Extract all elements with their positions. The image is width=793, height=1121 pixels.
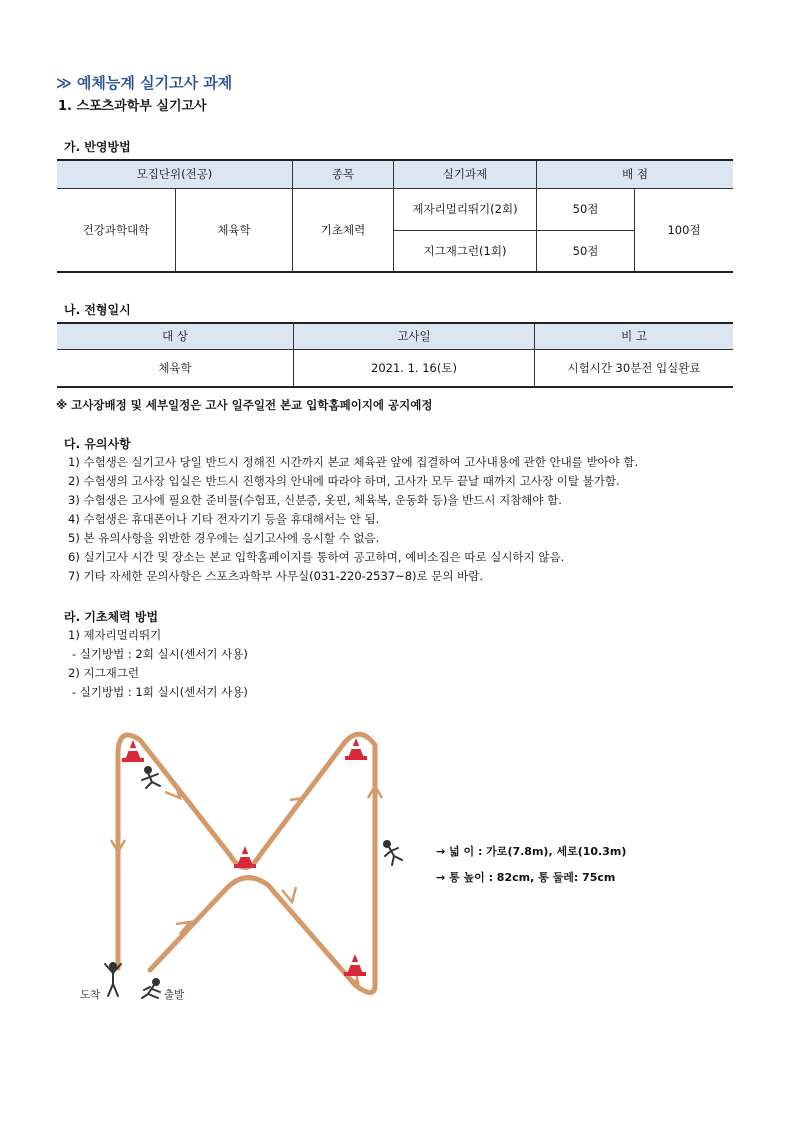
method-item: 1) 제자리멀리뛰기 bbox=[68, 628, 162, 642]
table-cell-college: 건강과학대학 bbox=[57, 188, 176, 272]
finishing-runner-icon bbox=[105, 963, 121, 996]
subsection-heading-b: 나. 전형일시 bbox=[64, 303, 131, 317]
runner-icon bbox=[384, 841, 402, 865]
finish-label: 도착 bbox=[80, 989, 101, 1001]
caution-item: 1) 수험생은 실기고사 당일 반드시 정해진 시간까지 본교 체육관 앞에 집결하여 고사내용에 관한 안내를 받아야 함. bbox=[68, 455, 639, 469]
subsection-heading-a: 가. 반영방법 bbox=[64, 140, 131, 154]
table-header: 배 점 bbox=[537, 160, 734, 188]
area-size-label: → 넓 이 : 가로(7.8m), 세로(10.3m) bbox=[436, 845, 627, 858]
direction-arrows bbox=[111, 784, 382, 983]
table-cell-score: 50점 bbox=[537, 230, 635, 272]
caution-item: 6) 실기고사 시간 및 장소는 본교 입학홈페이지를 통하여 공고하며, 예비소집은 따로 실시하지 않음. bbox=[68, 550, 565, 564]
table-header: 대 상 bbox=[57, 323, 294, 349]
table-header: 실기과제 bbox=[394, 160, 537, 188]
table-header: 종목 bbox=[293, 160, 394, 188]
table-cell-task: 지그재그런(1회) bbox=[394, 230, 537, 272]
subsection-heading-d: 라. 기초체력 방법 bbox=[64, 610, 159, 624]
caution-item: 2) 수험생의 고사장 입실은 반드시 진행자의 안내에 따라야 하며, 고사가 모두 끝날 때까지 고사장 이탈 불가함. bbox=[68, 474, 620, 488]
subsection-heading-c: 다. 유의사항 bbox=[64, 437, 131, 451]
table-cell-task: 제자리멀리뛰기(2회) bbox=[394, 188, 537, 230]
section-heading: 1. 스포츠과학부 실기고사 bbox=[58, 99, 207, 114]
page-title: ≫ 예체능계 실기고사 과제 bbox=[56, 74, 233, 92]
caution-item: 7) 기타 자세한 문의사항은 스포츠과학부 사무실(031-220-2537~8)로 문의 바람. bbox=[68, 569, 484, 583]
traffic-cone-icon bbox=[234, 846, 256, 868]
table-cell-remark: 시험시간 30분전 입실완료 bbox=[535, 349, 734, 387]
caution-item: 3) 수험생은 고사에 필요한 준비물(수험표, 신분증, 옷핀, 체육복, 운동화 등)을 반드시 지참해야 함. bbox=[68, 493, 562, 507]
table-cell-major: 체육학 bbox=[176, 188, 293, 272]
starting-runner-icon bbox=[142, 979, 160, 998]
method-item: - 실기방법 : 1회 실시(센서기 사용) bbox=[72, 685, 248, 699]
caution-item: 4) 수험생은 휴대폰이나 기타 전자기기 등을 휴대해서는 안 됨. bbox=[68, 512, 380, 526]
notice-text: ※ 고사장배정 및 세부일정은 고사 일주일전 본교 입학홈페이지에 공지예정 bbox=[56, 398, 433, 412]
table-header: 모집단위(전공) bbox=[57, 160, 293, 188]
method-item: - 실기방법 : 2회 실시(센서기 사용) bbox=[72, 647, 248, 661]
start-label: 출발 bbox=[164, 989, 185, 1001]
table-header: 비 고 bbox=[535, 323, 734, 349]
caution-item: 5) 본 유의사항을 위반한 경우에는 실기고사에 응시할 수 없음. bbox=[68, 531, 380, 545]
table-cell-date: 2021. 1. 16(토) bbox=[294, 349, 535, 387]
runner-icon bbox=[142, 767, 160, 788]
table-cell-total: 100점 bbox=[635, 188, 734, 272]
table-cell-event: 기초체력 bbox=[293, 188, 394, 272]
table-cell-target: 체육학 bbox=[57, 349, 294, 387]
scoring-table bbox=[57, 159, 733, 273]
schedule-table bbox=[57, 322, 733, 388]
cone-size-label: → 통 높이 : 82cm, 통 둘레: 75cm bbox=[436, 871, 616, 884]
method-item: 2) 지그재그런 bbox=[68, 666, 140, 680]
zigzag-run-diagram bbox=[0, 700, 793, 1030]
table-header: 고사일 bbox=[294, 323, 535, 349]
table-cell-score: 50점 bbox=[537, 188, 635, 230]
traffic-cone-icon bbox=[344, 954, 366, 976]
